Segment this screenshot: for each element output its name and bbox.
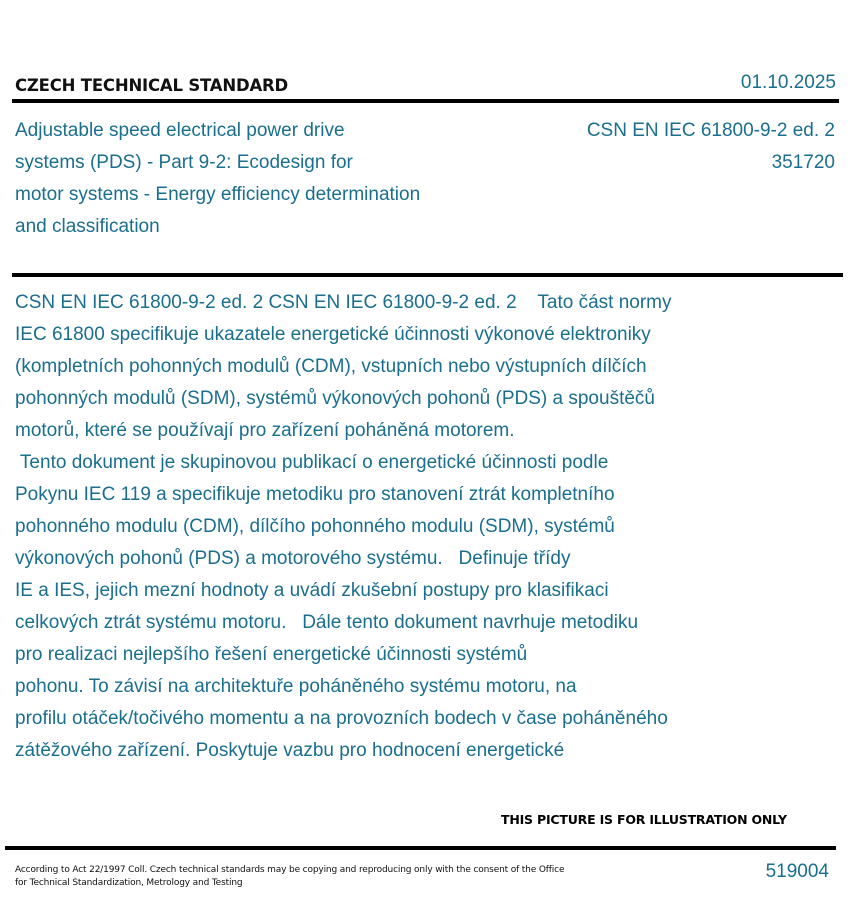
illustration-notice: THIS PICTURE IS FOR ILLUSTRATION ONLY <box>501 812 787 827</box>
abstract-line: pohonu. To závisí na architektuře poháněného systému motoru, na <box>15 676 577 697</box>
abstract-line: celkových ztrát systému motoru. Dále tento dokument navrhuje metodiku <box>15 612 639 633</box>
abstract-line: Pokynu IEC 119 a specifikuje metodiku pro stanovení ztrát kompletního <box>15 484 615 505</box>
legal-notice-line: According to Act 22/1997 Coll. Czech technical standards may be copying and reproducing only with the consent of the Office <box>15 865 565 875</box>
standard-title <box>15 115 485 243</box>
standard-title-line: motor systems - Energy efficiency determination <box>15 184 421 205</box>
footer-divider <box>5 846 836 850</box>
abstract-line: výkonových pohonů (PDS) a motorového systému. Definuje třídy <box>15 548 571 569</box>
standard-title-line: Adjustable speed electrical power drive <box>15 120 345 141</box>
abstract-line: motorů, které se používají pro zařízení poháněná motorem. <box>15 420 515 441</box>
abstract-line: pohonného modulu (CDM), dílčího pohonného modulu (SDM), systémů <box>15 516 615 537</box>
standard-number: CSN EN IEC 61800-9-2 ed. 2 <box>586 120 835 141</box>
abstract-line: IE a IES, jejich mezní hodnoty a uvádí zkušební postupy pro klasifikaci <box>15 580 609 601</box>
classification-code: 351720 <box>771 152 835 173</box>
abstract-line: profilu otáček/točivého momentu a na provozních bodech v čase poháněného <box>15 708 668 729</box>
document-type-heading: CZECH TECHNICAL STANDARD <box>15 76 289 95</box>
abstract-text <box>15 287 775 767</box>
title-divider <box>12 273 843 277</box>
standard-title-line: systems (PDS) - Part 9-2: Ecodesign for <box>15 152 353 173</box>
abstract-line: zátěžového zařízení. Poskytuje vazbu pro hodnocení energetické <box>15 740 565 761</box>
product-code: 519004 <box>765 861 829 882</box>
legal-notice-line: for Technical Standardization, Metrology and Testing <box>15 878 243 888</box>
abstract-line: IEC 61800 specifikuje ukazatele energetické účinnosti výkonové elektroniky <box>15 324 651 345</box>
abstract-line: (kompletních pohonných modulů (CDM), vstupních nebo výstupních dílčích <box>15 356 647 377</box>
abstract-line: pohonných modulů (SDM), systémů výkonových pohonů (PDS) a spouštěčů <box>15 388 655 409</box>
standard-identifiers <box>587 115 835 179</box>
legal-notice <box>15 864 615 890</box>
publication-date: 01.10.2025 <box>740 72 836 93</box>
abstract-line: Tento dokument je skupinovou publikací o energetické účinnosti podle <box>15 452 609 473</box>
standard-title-line: and classification <box>15 216 160 237</box>
header-divider <box>12 99 839 103</box>
abstract-line: pro realizaci nejlepšího řešení energetické účinnosti systémů <box>15 644 528 665</box>
abstract-line: CSN EN IEC 61800-9-2 ed. 2 CSN EN IEC 61800-9-2 ed. 2 Tato část normy <box>15 292 672 313</box>
